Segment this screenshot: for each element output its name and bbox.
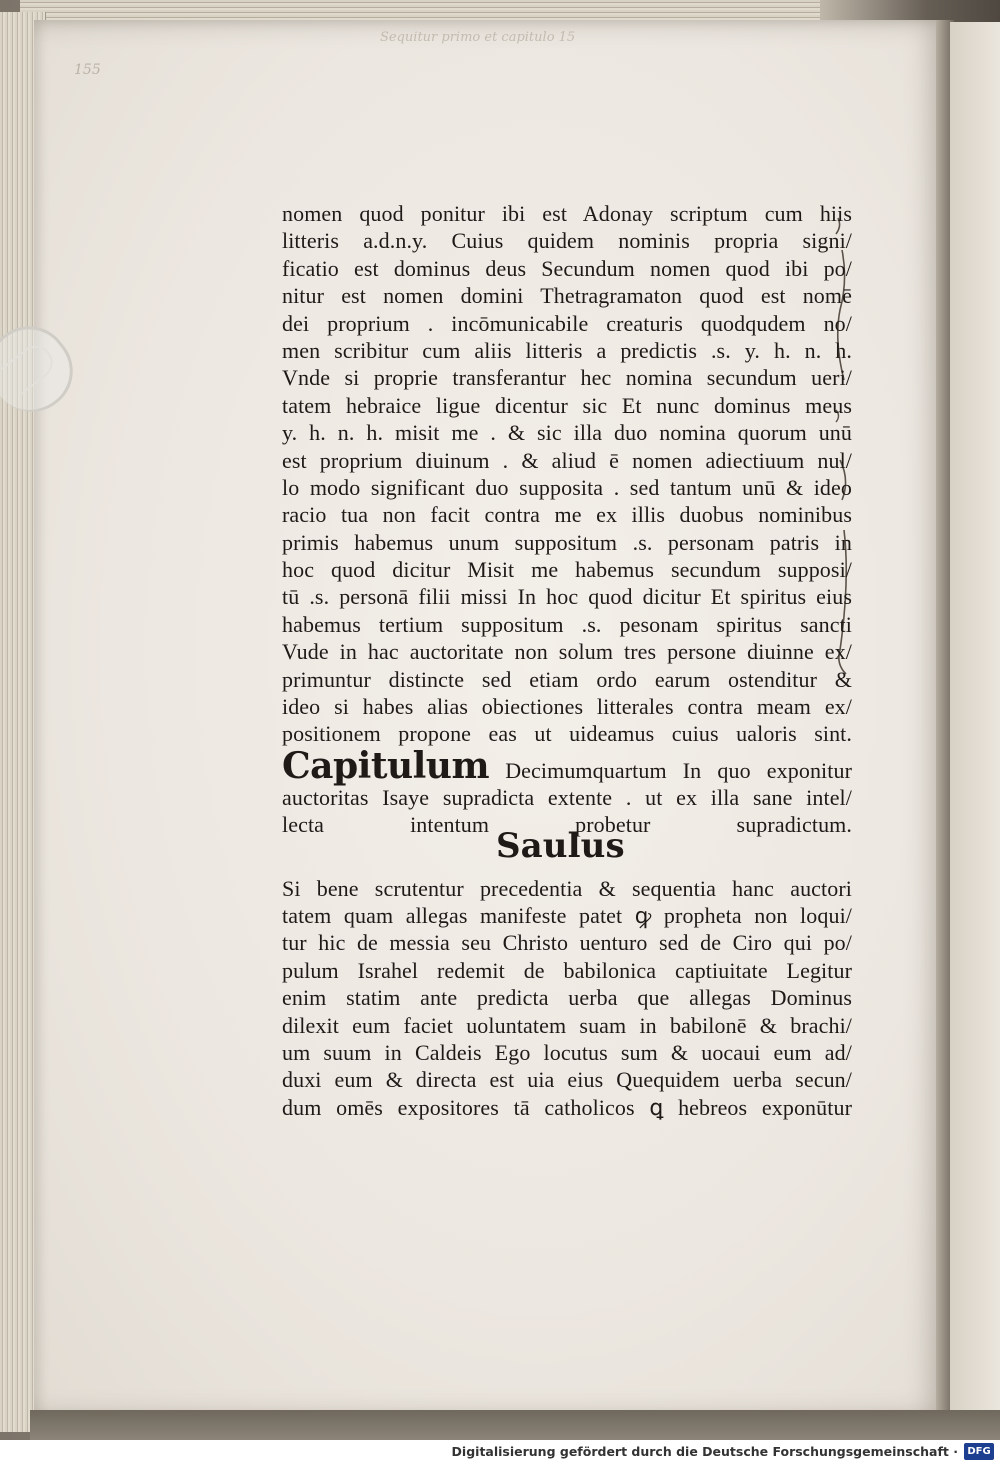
text-line: Vnde si proprie transferantur hec nomina secundum ueri/ — [282, 365, 852, 391]
book-top-edge — [20, 0, 950, 22]
text-line: tatem quam allegas manifeste patet ꝙ propheta non loqui/ — [282, 902, 852, 928]
text-line: men scribitur cum aliis litteris a predictis .s. y. h. n. h. — [282, 337, 852, 363]
text-line: litteris a.d.n.y. Cuius quidem nominis propria signi/ — [282, 228, 852, 254]
text-line: dilexit eum faciet uoluntatem suam in babilonē & brachi/ — [282, 1012, 852, 1038]
chapter-heading: Capitulum — [282, 744, 490, 787]
text-line: dei proprium . incōmunicabile creaturis quodqudem no/ — [282, 310, 852, 336]
text-line: tū .s. personā filii missi In hoc quod dicitur Et spiritus eius — [282, 584, 852, 610]
text-line: lo modo significant duo supposita . sed tantum unū & ideo — [282, 474, 852, 500]
text-line: Vude in hac auctoritate non solum tres persone diuinne ex/ — [282, 639, 852, 665]
text-line: duxi eum & directa est uia eius Quequidem uerba secun/ — [282, 1067, 852, 1093]
book-bottom-shadow — [30, 1410, 1000, 1440]
book-top-edge-shadow — [820, 0, 1000, 22]
chapter-heading-line — [282, 744, 852, 787]
dfg-logo: DFG — [964, 1443, 994, 1460]
text-line: pulum Israhel redemit de babilonica captiuitate Legitur — [282, 957, 852, 983]
text-line: racio tua non facit contra me ex illis duobus nominibus — [282, 502, 852, 528]
text-section-2 — [282, 875, 852, 1122]
text-line: lecta intentum probetur supradictum. — [282, 812, 852, 838]
text-line: enim statim ante predicta uerba que allegas Dominus — [282, 985, 852, 1011]
text-line: Si bene scrutentur precedentia & sequentia hanc auctori — [282, 875, 852, 901]
text-line: primis habemus unum suppositum .s. personam patris in — [282, 529, 852, 555]
text-line: ficatio est dominus deus Secundum nomen quod ibi po/ — [282, 255, 852, 281]
text-line: nitur est nomen domini Thetragramaton quod est nomē — [282, 283, 852, 309]
text-line: hoc quod dicitur Misit me habemus secundum supposi/ — [282, 557, 852, 583]
text-line: habemus tertium suppositum .s. pesonam spiritus sancti — [282, 611, 852, 637]
text-line: ideo si habes alias obiectiones litterales contra meam ex/ — [282, 694, 852, 720]
text-line: positionem propone eas ut uideamus cuius ualoris sint. — [282, 721, 852, 747]
text-line: nomen quod ponitur ibi est Adonay scriptum cum hiis — [282, 201, 852, 226]
text-line: primuntur distincte sed etiam ordo earum ostenditur & — [282, 666, 852, 692]
speaker-heading: Saulus — [496, 825, 625, 866]
text-line: dum omēs expositores tā catholicos ꝗ hebreos exponūtur — [282, 1094, 852, 1120]
facing-page-edge — [950, 22, 1000, 1418]
text-line: y. h. n. h. misit me . & sic illa duo nomina quorum unū — [282, 420, 852, 446]
folio-number: 155 — [74, 62, 101, 78]
top-annotation: Sequitur primo et capitulo 15 — [380, 30, 576, 45]
text-line: est proprium diuinum . & aliud ē nomen adiectiuum nul/ — [282, 447, 852, 473]
text-line: tur hic de messia seu Christo uenturo sed de Ciro qui po/ — [282, 930, 852, 956]
chapter-title: Decimumquartum In quo exponitur — [505, 757, 852, 783]
footer-bar — [0, 1440, 1000, 1464]
text-line: um suum in Caldeis Ego locutus sum & uocaui eum ad/ — [282, 1039, 852, 1065]
printed-text-block — [282, 200, 852, 1121]
text-line: tatem hebraice ligue dicentur sic Et nunc dominus meus — [282, 392, 852, 418]
text-section-1 — [282, 200, 852, 748]
text-line: auctoritas Isaye supradicta extente . ut ex illa sane intel/ — [282, 784, 852, 810]
footer-credit: Digitalisierung gefördert durch die Deutsche Forschungsgemeinschaft · — [451, 1444, 958, 1459]
